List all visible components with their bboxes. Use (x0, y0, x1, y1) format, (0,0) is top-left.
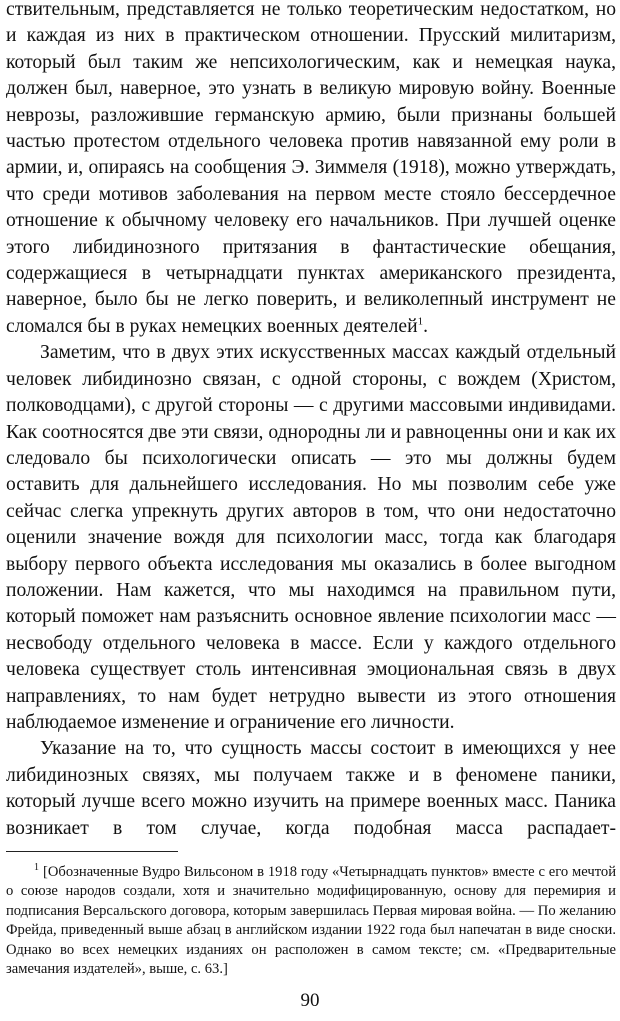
paragraph-1: ствительным, представляется не только теоретическим недостатком, но и каждая из них в практическом отношении. Прусский милитаризм, который был таким же непсихологическим, как и немецкая наука, должен был, наверное, это узнать в великую мировую войну. Военные неврозы, разложившие германскую армию, были признаны большей частью протестом отдельного человека против навязанной ему роли в армии, и, опираясь на сообщения Э. Зиммеля (1918), можно утверждать, что среди мотивов заболевания на первом месте стояло бессердечное отношение к обычному человеку его начальников. При лучшей оценке этого либидинозного притязания в фантастические обещания, содержащиеся в четырнадцати пунктах американского президента, наверное, было бы не легко поверить, и великолепный инструмент не сломался бы в руках немецких военных деятелей$^1$. (6, 0, 616, 337)
body-text (6, 0, 616, 842)
paragraph-1-text: ствительным, представляется не только теоретическим недостатком, но и каждая из них в практическом отношении. Прусский милитаризм, который был таким же непсихологическим, как и немецкая наука, должен был, наверное, это узнать в великую мировую войну. Военные неврозы, разложившие германскую армию, были признаны большей частью протестом отдельного человека против навязанной ему роли в армии, и, опираясь на сообщения Э. Зиммеля (1918), можно утверждать, что среди мотивов заболевания на первом месте стояло бессердечное отношение к обычному человеку его начальников. При лучшей оценке этого либидинозного притязания в фантастические обещания, содержащиеся в четырнадцати пунктах американского президента, наверное, было бы не легко поверить, и великолепный инструмент не сломался бы в руках немецких военных деятелей (6, 0, 616, 337)
footnote-reference: 1 (417, 315, 424, 328)
footnote-text: [Обозначенные Вудро Вильсоном в 1918 году «Четырнадцать пунктов» вместе с его мечтой о союзе народов создали, хотя и значительно модифицированную, основу для перемирия и подписания Версальского договора, которым завершилась Первая мировая война. — По желанию Фрейда, приведенный выше абзац в английском издании 1922 года был напечатан в виде сноски. Однако во всех немецких изданиях он расположен в самом тексте; см. «Предварительные замечания издателей», выше, с. 63.] (6, 864, 616, 978)
page-number: 90 (300, 990, 320, 1011)
footnote (6, 863, 616, 979)
footnote-mark: 1 (34, 862, 39, 874)
paragraph-2: Заметим, что в двух этих искусственных массах каждый отдельный человек либидинозно связан, с одной стороны, с вождем (Христом, полководцами), с другой стороны — с другими массовыми индивидами. Как соотносятся две эти связи, однородны ли и равноценны они и как их следовало бы психологически описать — это мы должны будем оставить для дальнейшего исследования. Но мы позволим себе уже сейчас слегка упрекнуть других авторов в том, что они недостаточно оценили значение вождя для психологии масс, тогда как благодаря выбору первого объекта исследования мы оказались в более выгодном положении. Нам кажется, что мы находимся на правильном пути, который поможет нам разъяснить основное явление психологии масс — несвободу отдельного человека в массе. Если у каждого отдельного человека существует столь интенсивная эмоциональная связь в двух направлениях, то нам будет нетрудно вывести из этого отношения наблюдаемое изменение и ограничение его личности. (6, 342, 616, 733)
paragraph-3: Указание на то, что сущность массы состоит в имеющихся у нее либидинозных связях, мы получаем также и в феномене паники, который лучше всего можно изучить на примере военных масс. Паника возникает в том случае, когда подобная масса распадает- (6, 738, 616, 839)
footnote-divider (6, 851, 178, 852)
